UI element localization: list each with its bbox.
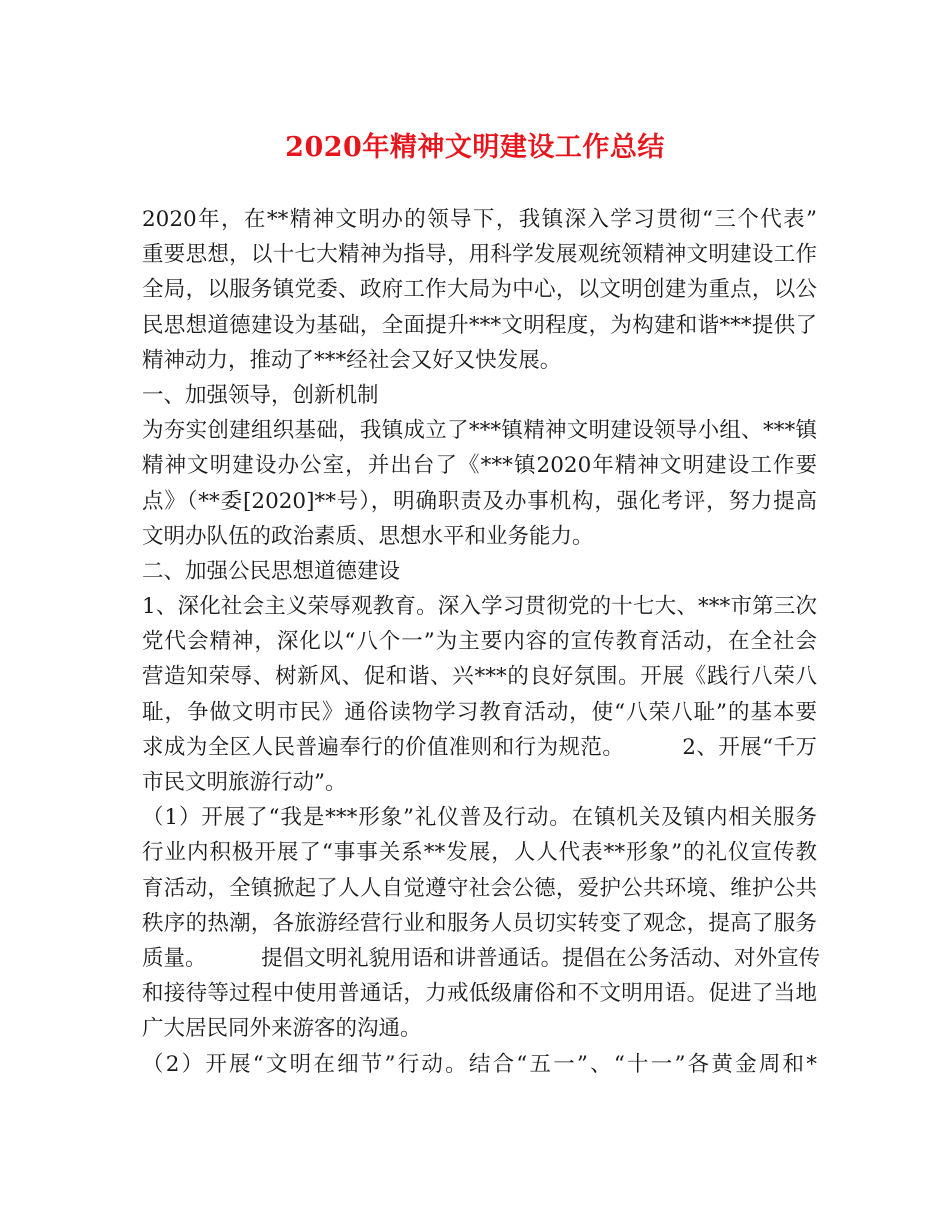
body-line: 精神动力，推动了***经社会又好又快发展。 bbox=[142, 347, 562, 373]
body-line: 和接待等过程中使用普通话，力戒低级庸俗和不文明用语。促进了当地 bbox=[142, 981, 817, 1007]
body-line: 耻，争做文明市民》通俗读物学习教育活动，使“八荣八耻”的基本要 bbox=[142, 699, 817, 725]
body-line: 全局，以服务镇党委、政府工作大局为中心，以文明创建为重点，以公 bbox=[142, 277, 817, 303]
body-line: 文明办队伍的政治素质、思想水平和业务能力。 bbox=[142, 523, 594, 549]
section-heading: 二、加强公民思想道德建设 bbox=[142, 558, 401, 584]
body-line: 党代会精神，深化以“八个一”为主要内容的宣传教育活动，在全社会 bbox=[142, 629, 817, 655]
body-line: 点》（**委[2020]**号），明确职责及办事机构，强化考评，努力提高 bbox=[142, 488, 817, 514]
body-line: 市民文明旅游行动”。 bbox=[142, 770, 347, 795]
body-line: 为夯实创建组织基础，我镇成立了***镇精神文明建设领导小组、***镇 bbox=[142, 418, 817, 444]
body-line: 重要思想，以十七大精神为指导，用科学发展观统领精神文明建设工作 bbox=[142, 242, 817, 268]
body-line: 行业内积极开展了“事事关系**发展，人人代表**形象”的礼仪宣传教 bbox=[142, 840, 817, 866]
body-line: 秩序的热潮，各旅游经营行业和服务人员切实转变了观念，提高了服务 bbox=[142, 910, 817, 936]
document-body bbox=[142, 202, 821, 1082]
body-line: 广大居民同外来游客的沟通。 bbox=[142, 1016, 422, 1042]
body-line: （1）开展了“我是***形象”礼仪普及行动。在镇机关及镇内相关服务 bbox=[142, 805, 817, 831]
body-line: 求成为全区人民普遍奉行的价值准则和行为规范。 2、开展“千万 bbox=[142, 734, 817, 760]
body-line: 育活动，全镇掀起了人人自觉遵守社会公德，爱护公共环境、维护公共 bbox=[142, 875, 817, 901]
section-heading: 一、加强领导，创新机制 bbox=[142, 382, 379, 408]
body-line: （2）开展“文明在细节”行动。结合“五一”、“十一”各黄金周和* bbox=[142, 1051, 817, 1077]
body-line: 民思想道德建设为基础，全面提升***文明程度，为构建和谐***提供了 bbox=[142, 312, 817, 338]
document-title: 2020年精神文明建设工作总结 bbox=[285, 132, 665, 163]
body-line: 1、深化社会主义荣辱观教育。深入学习贯彻党的十七大、***市第三次 bbox=[142, 594, 817, 620]
body-line: 营造知荣辱、树新风、促和谐、兴***的良好氛围。开展《践行八荣八 bbox=[142, 664, 817, 690]
body-line: 精神文明建设办公室，并出台了《***镇2020年精神文明建设工作要 bbox=[142, 453, 817, 479]
body-line: 2020年，在**精神文明办的领导下，我镇深入学习贯彻“三个代表” bbox=[142, 207, 817, 232]
body-line: 质量。 提倡文明礼貌用语和讲普通话。提倡在公务活动、对外宣传 bbox=[142, 945, 821, 971]
